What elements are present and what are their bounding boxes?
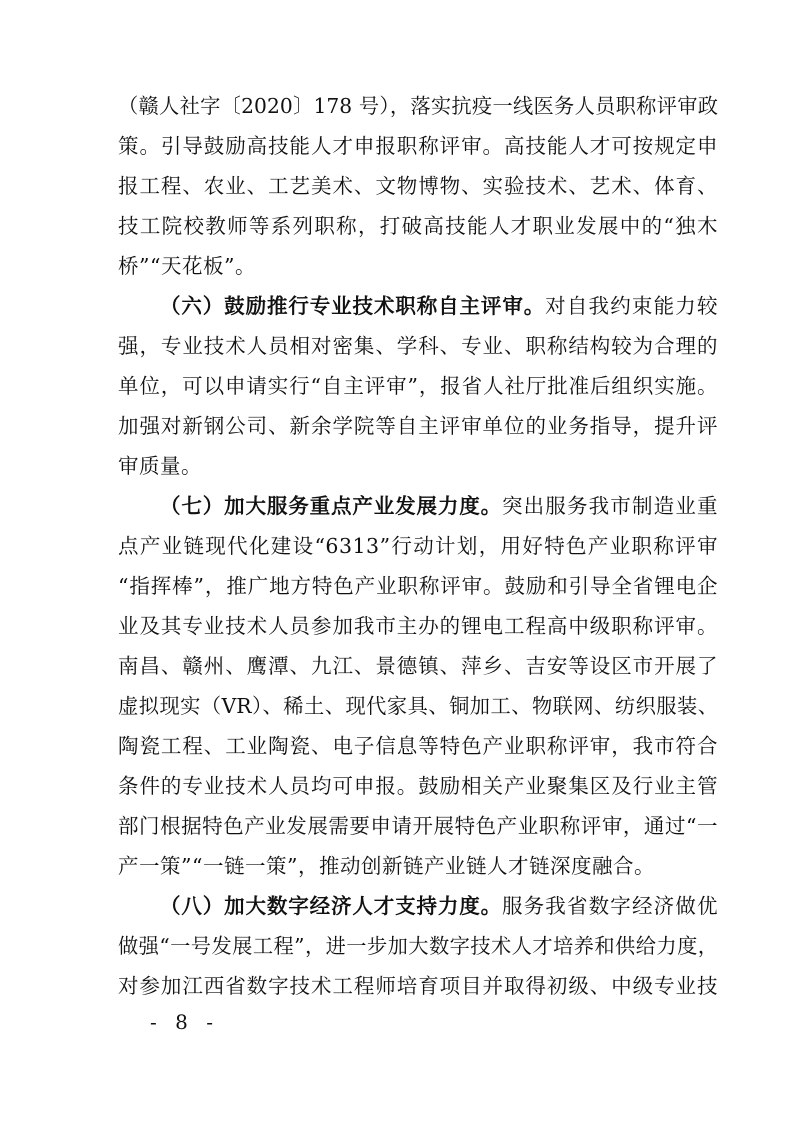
body-text-line: 策。引导鼓励高技能人才申报职称评审。高技能人才可按规定申 [118, 134, 718, 158]
body-text-line: 加强对新钢公司、新余学院等自主评审单位的业务指导，提升评 [118, 414, 718, 438]
section-seven-first-line [160, 486, 718, 526]
body-text-line: 对参加江西省数字技术工程师培育项目并取得初级、中级专业技 [118, 974, 718, 998]
body-text-line: 虚拟现实（VR）、稀土、现代家具、铜加工、物联网、纺织服装、 [118, 694, 718, 718]
body-text-line: 南昌、赣州、鹰潭、九江、景德镇、萍乡、吉安等设区市开展了 [118, 654, 718, 678]
body-text-line: 产一策”“一链一策”，推动创新链产业链人才链深度融合。 [118, 854, 655, 878]
body-text-line: 报工程、农业、工艺美术、文物博物、实验技术、艺术、体育、 [118, 174, 718, 198]
body-text-line: 技工院校教师等系列职称，打破高技能人才职业发展中的“独木 [118, 214, 718, 238]
body-text-line: 陶瓷工程、工业陶瓷、电子信息等特色产业职称评审，我市符合 [118, 734, 718, 758]
section-six-heading: （六）鼓励推行专业技术职称自主评审。 [160, 294, 546, 318]
section-eight-first-text: 服务我省数字经济做优 [501, 894, 718, 918]
section-seven-first-text: 突出服务我市制造业重 [501, 494, 718, 518]
page-number: - 8 - [150, 1010, 219, 1034]
body-text-line: （赣人社字〔2020〕178 号），落实抗疫一线医务人员职称评审政 [118, 94, 718, 118]
body-text-line: 部门根据特色产业发展需要申请开展特色产业职称评审，通过“一 [118, 814, 718, 838]
section-six-first-text: 对自我约束能力较 [545, 294, 718, 318]
body-text-line: 点产业链现代化建设“6313”行动计划，用好特色产业职称评审 [118, 534, 718, 558]
body-text-line: 单位，可以申请实行“自主评审”，报省人社厅批准后组织实施。 [118, 374, 718, 398]
section-eight-heading: （八）加大数字经济人才支持力度。 [160, 894, 502, 918]
body-text-line: 强，专业技术人员相对密集、学科、专业、职称结构较为合理的 [118, 334, 718, 358]
section-seven-heading: （七）加大服务重点产业发展力度。 [160, 494, 502, 518]
body-text-line: 桥”“天花板”。 [118, 254, 256, 278]
body-text-line: 审质量。 [118, 454, 202, 478]
body-text-line: 做强“一号发展工程”，进一步加大数字技术人才培养和供给力度， [118, 934, 718, 958]
section-six-first-line [160, 286, 718, 326]
section-eight-first-line [160, 886, 718, 926]
body-text-line: 条件的专业技术人员均可申报。鼓励相关产业聚集区及行业主管 [118, 774, 718, 798]
body-text-line: 业及其专业技术人员参加我市主办的锂电工程高中级职称评审。 [118, 614, 718, 638]
body-text-line: “指挥棒”，推广地方特色产业职称评审。鼓励和引导全省锂电企 [118, 574, 718, 598]
